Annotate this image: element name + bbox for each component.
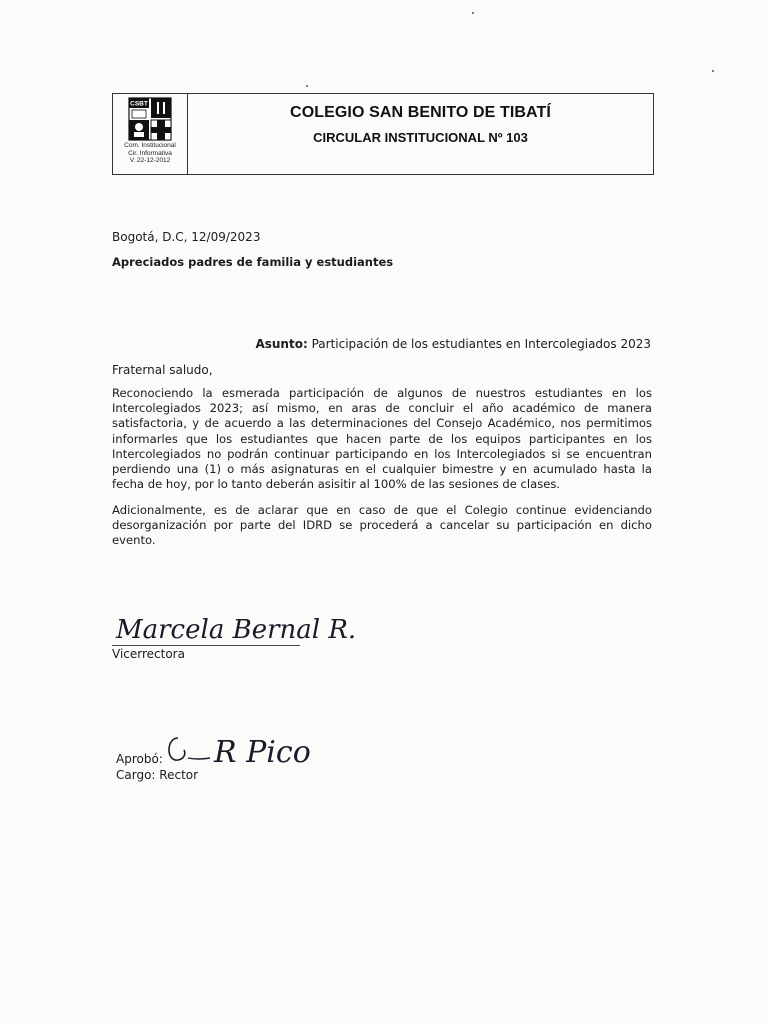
subject-label: Asunto:: [255, 337, 308, 351]
cargo-label: Cargo:: [116, 768, 156, 782]
role-vicerrectora: Vicerrectora: [112, 647, 185, 661]
salutation: Fraternal saludo,: [112, 363, 213, 377]
logo-caption: Com. Institucional Cir. Informativa V. 22-12-2012: [124, 142, 176, 164]
school-shield-logo: [128, 97, 172, 141]
cargo-value: Rector: [159, 768, 199, 782]
addressee: Apreciados padres de familia y estudiantes: [112, 255, 394, 269]
handwritten-signature-vicerrectora: [112, 608, 357, 648]
scan-speck: [712, 70, 714, 72]
svg-text:Marcela Bernal R.: Marcela Bernal R.: [116, 615, 357, 645]
logo-cell: [113, 94, 188, 174]
subject-line: [255, 337, 651, 352]
handwritten-signature-rector: [164, 728, 311, 772]
subject-text: Participación de los estudiantes en Intercolegiados 2023: [311, 337, 651, 351]
scan-speck: [472, 12, 474, 14]
circular-number: CIRCULAR INSTITUCIONAL Nº 103: [313, 130, 528, 145]
signature-line: [112, 645, 300, 646]
cargo-line: [116, 768, 198, 783]
approval-label: Aprobó:: [116, 752, 163, 766]
logo-abbrev: CSBT: [130, 100, 148, 108]
title-cell: [188, 94, 653, 174]
school-name: COLEGIO SAN BENITO DE TIBATÍ: [290, 104, 551, 121]
body-paragraph-1: Reconociendo la esmerada participación de algunos de nuestros estudiantes en los Intercolegiados 2023; así mismo, en aras de concluir el año académico de manera satisfactoria, y de acuerdo a las determinaciones del Consejo Académico, nos permitimos informarles que los estudiantes que hacen parte de los equipos participantes en los Intercolegiados no podrán continuar participando en los Intercolegiados si se encuentran perdiendo una (1) o más asignaturas en el cualquier bimestre y en acumulado hasta la fecha de hoy, por lo tanto deberán asisitir al 100% de las sesiones de clases.: [112, 386, 652, 492]
place-date: Bogotá, D.C, 12/09/2023: [112, 230, 261, 244]
scan-speck: [306, 85, 308, 87]
document-header: [112, 93, 654, 175]
svg-text:R Pico: R Pico: [214, 735, 311, 770]
body-paragraph-2: Adicionalmente, es de aclarar que en caso de que el Colegio continue evidenciando desorganización por parte del IDRD se procederá a cancelar su participación en dicho evento.: [112, 503, 652, 548]
